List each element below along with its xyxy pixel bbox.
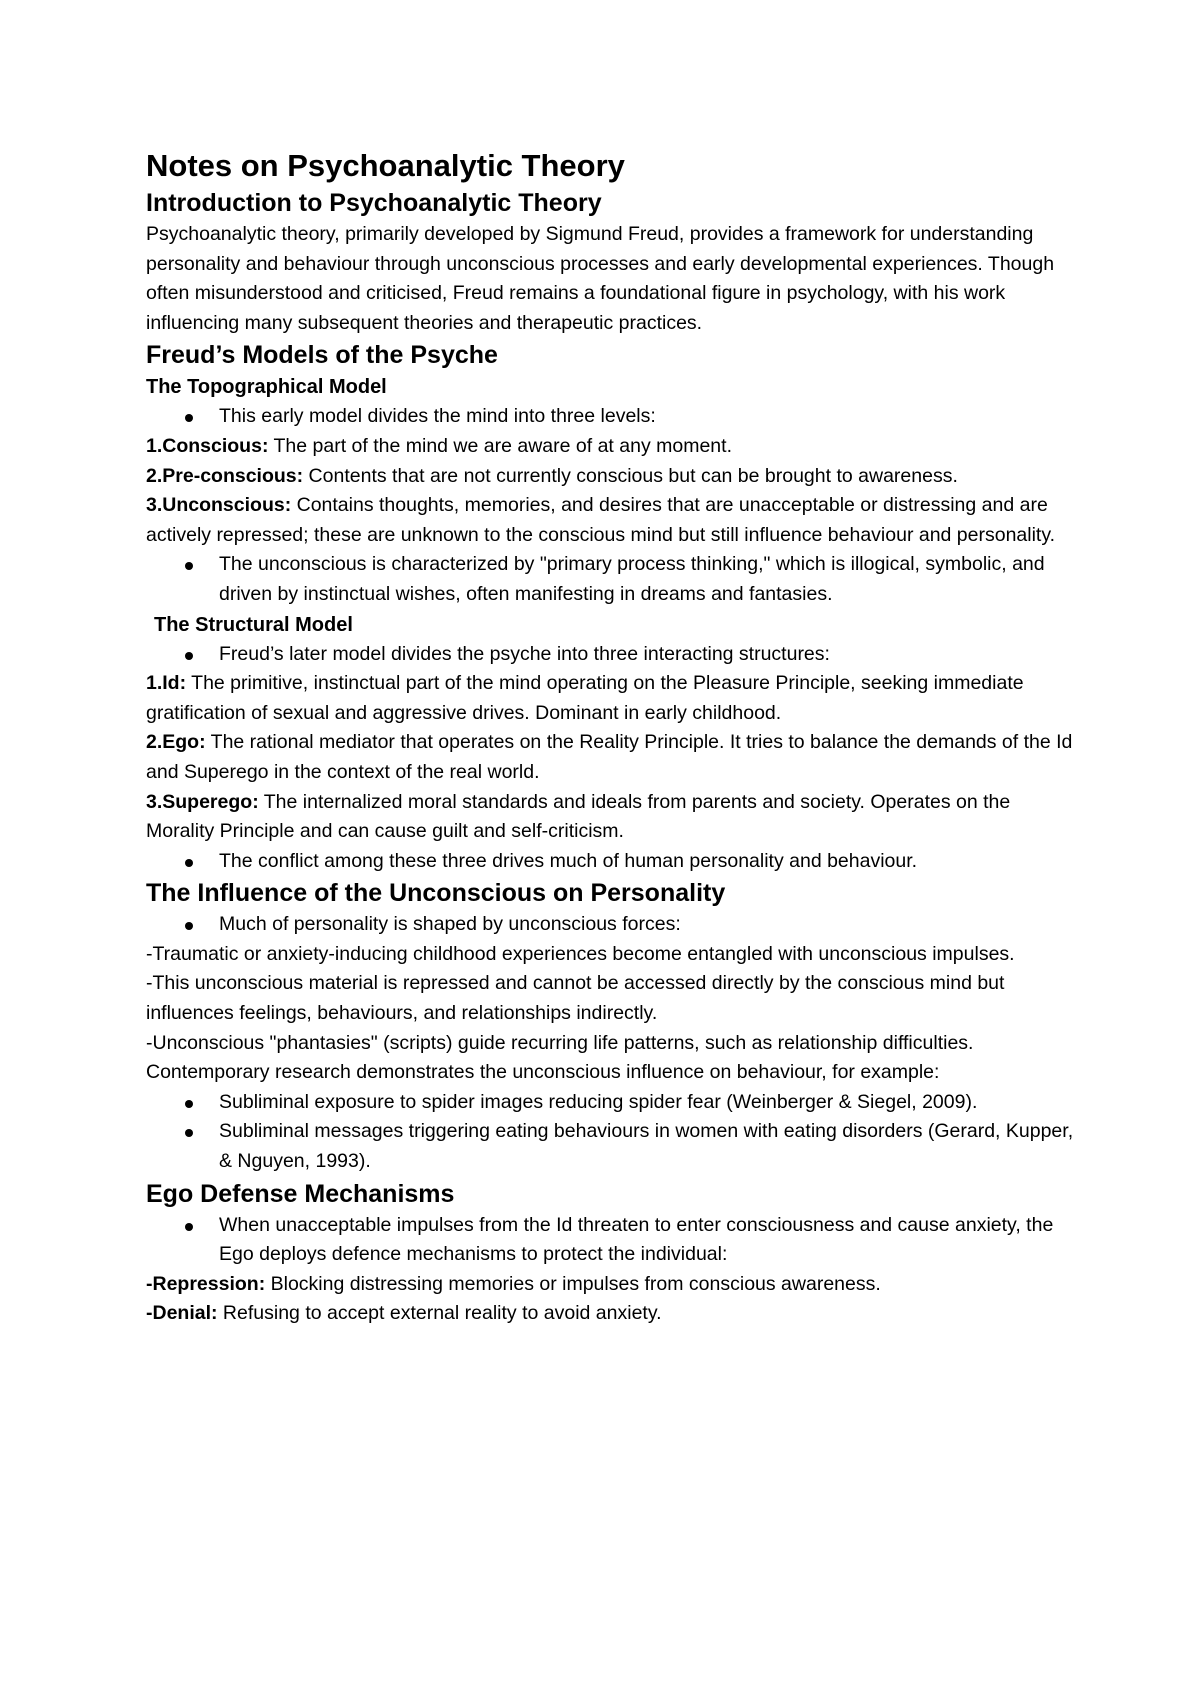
document-page [146,140,1076,1329]
bullet-icon [185,859,193,867]
intro-paragraph: Psychoanalytic theory, primarily developed by Sigmund Freud, provides a framework for understanding personality and behaviour through unconscious processes and early developmental experiences. Though often misunderstood and criticised, Freud remains a foundational figure in psychology, with his work influencing many subsequent theories and therapeutic practices. [146,223,1055,334]
list-item [146,1117,1076,1176]
influence-line: Contemporary research demonstrates the unconscious influence on behaviour, for example: [146,1061,940,1084]
item-label: 1.Conscious: [146,434,269,457]
item-text: Contains thoughts, memories, and desires that are unacceptable or distressing and are actively repressed; these are unknown to the conscious mind but still influence behaviour and personality. [146,494,1056,546]
defense-item [146,1270,1076,1300]
topographical-item [146,432,1076,462]
bullet-text: Much of personality is shaped by unconscious forces: [219,913,681,936]
influence-line: -Unconscious "phantasies" (scripts) guide recurring life patterns, such as relationship difficulties. [146,1031,974,1054]
influence-heading: The Influence of the Unconscious on Personality [146,879,726,908]
list-item [146,550,1076,609]
bullet-text: Subliminal exposure to spider images reducing spider fear (Weinberger & Siegel, 2009). [219,1090,978,1113]
item-label: 2.Ego: [146,731,206,754]
item-label: 2.Pre-conscious: [146,464,304,487]
bullet-icon [185,922,193,930]
bullet-text: This early model divides the mind into three levels: [219,405,656,428]
list-item [146,847,1076,877]
item-label: 3.Superego: [146,790,259,813]
intro-heading: Introduction to Psychoanalytic Theory [146,189,602,217]
bullet-icon [185,414,193,422]
defense-item [146,1299,1076,1329]
item-text: The primitive, instinctual part of the mind operating on the Pleasure Principle, seeking immediate gratification of sexual and aggressive drives. Dominant in early childhood. [146,672,1024,724]
influence-line: -This unconscious material is repressed and cannot be accessed directly by the conscious mind but influences feelings, behaviours, and relationships indirectly. [146,972,1005,1025]
item-label: 1.Id: [146,672,187,695]
item-text: Contents that are not currently conscious but can be brought to awareness. [303,464,958,487]
topographical-item [146,462,1076,492]
structural-item [146,788,1076,847]
list-item [146,1211,1076,1270]
item-label: -Repression: [146,1272,266,1295]
bullet-text: Subliminal messages triggering eating behaviours in women with eating disorders (Gerard, Kupper, & Nguyen, 1993). [219,1120,1074,1173]
bullet-text: Freud’s later model divides the psyche into three interacting structures: [219,642,830,665]
item-text: Refusing to accept external reality to avoid anxiety. [217,1302,662,1325]
bullet-icon [185,1129,193,1137]
topographical-heading: The Topographical Model [146,376,387,399]
structural-item [146,728,1076,787]
item-text: The internalized moral standards and ideals from parents and society. Operates on the Morality Principle and can cause guilt and self-criticism. [146,790,1011,843]
structural-heading: The Structural Model [154,613,353,636]
item-label: 3.Unconscious: [146,494,292,517]
item-label: -Denial: [146,1302,218,1325]
influence-line: -Traumatic or anxiety-inducing childhood experiences become entangled with unconscious impulses. [146,942,1015,965]
bullet-text: The conflict among these three drives much of human personality and behaviour. [219,849,918,872]
item-text: Blocking distressing memories or impulses from conscious awareness. [265,1272,881,1295]
structural-item [146,669,1076,728]
topographical-item [146,491,1076,550]
bullet-icon [185,1100,193,1108]
document-title: Notes on Psychoanalytic Theory [146,148,625,183]
bullet-text: The unconscious is characterized by "primary process thinking," which is illogical, symbolic, and driven by instinctual wishes, often manifesting in dreams and fantasies. [219,553,1045,605]
list-item [146,910,1076,940]
defense-heading: Ego Defense Mechanisms [146,1179,455,1208]
bullet-icon [185,1223,193,1231]
list-item [146,402,1076,432]
item-text: The part of the mind we are aware of at any moment. [268,434,732,457]
bullet-text: When unacceptable impulses from the Id threaten to enter consciousness and cause anxiety, the Ego deploys defence mechanisms to protect the individual: [219,1213,1054,1266]
item-text: The rational mediator that operates on the Reality Principle. It tries to balance the demands of the Id and Superego in the context of the real world. [146,731,1073,783]
list-item [146,1088,1076,1118]
models-heading: Freud’s Models of the Psyche [146,341,498,370]
bullet-icon [185,652,193,660]
list-item [146,640,1076,670]
bullet-icon [185,562,193,570]
